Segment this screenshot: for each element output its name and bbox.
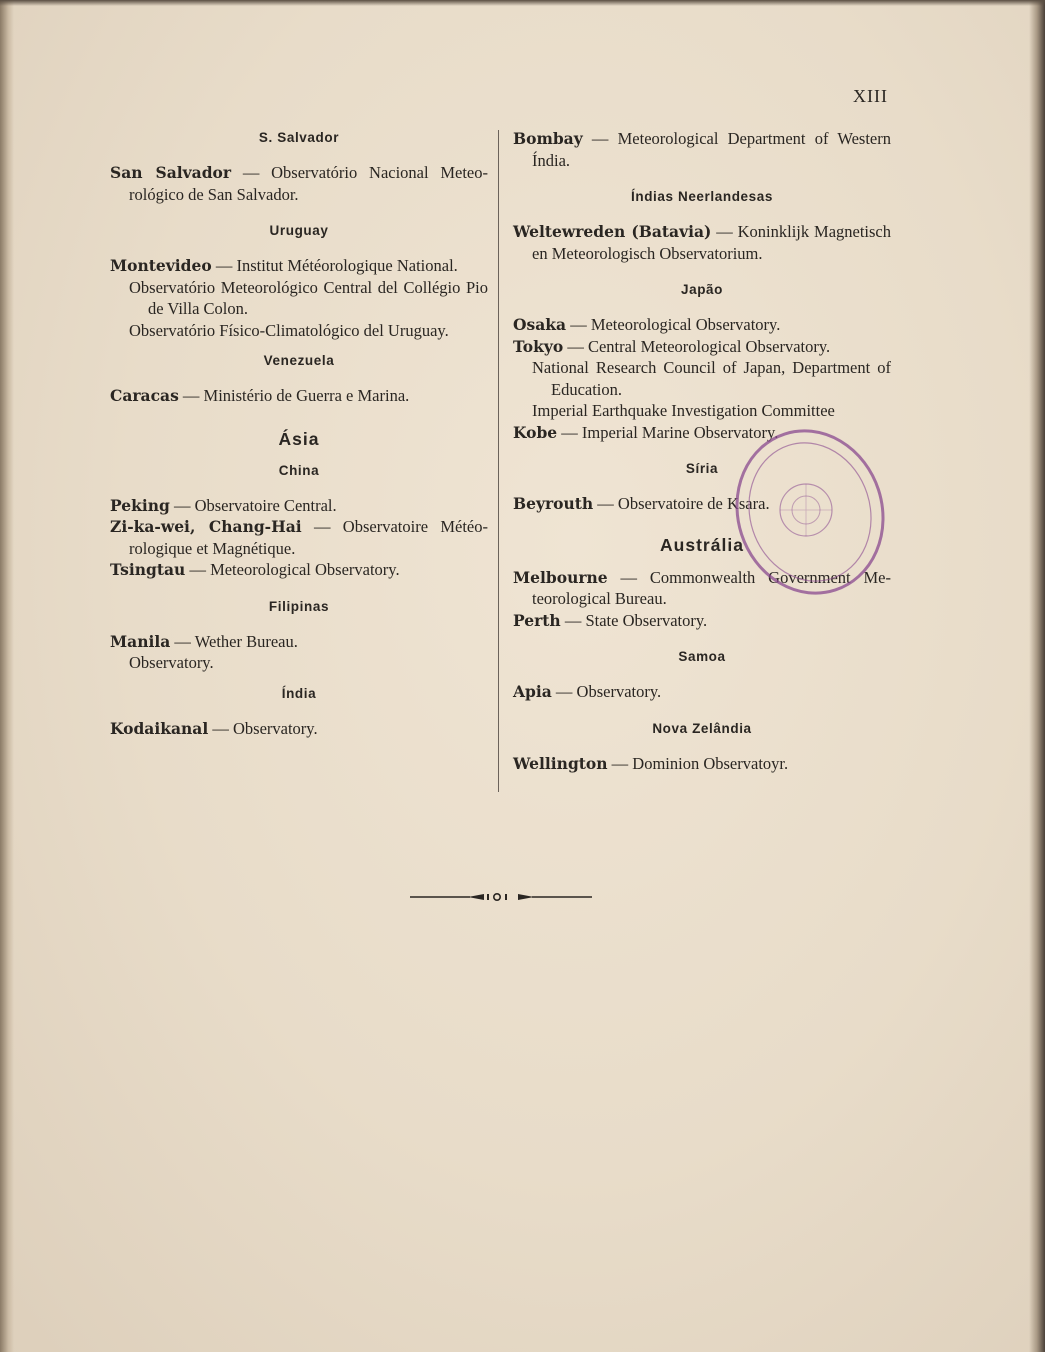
left-column [110,128,488,739]
binding-shadow [0,0,14,1352]
entry-montevideo: Montevideo — Institut Météorologique National. [110,256,458,275]
region-heading-asia: Ásia [278,428,320,449]
entry-wellington: Wellington — Dominion Observatoyr. [513,753,789,773]
entry-perth: Perth — State Observatory. [513,610,708,630]
section-heading-japao: Japão [680,282,724,297]
page-edge-shadow [1029,0,1045,1352]
entry-caracas: Caracas — Ministério de Guerra e Marina. [110,386,410,405]
entry-bombay: Bombay — Meteorological Department of Western Índia. [513,129,891,170]
entry-manila: Manila — Wether Bureau. [110,631,298,651]
section-heading-samoa: Samoa [678,649,726,664]
entry-kobe: Kobe — Imperial Marine Observatory. [513,422,779,442]
ornament-rule [410,889,592,905]
section-heading-venezuela: Venezuela [263,353,335,368]
entry-apia: Apia — Observatory. [513,682,662,701]
entry-tokyo: Tokyo — Central Meteorological Observatory. [513,336,831,356]
section-heading-filipinas: Filipinas [268,598,330,614]
page-number: XIII [853,86,888,106]
entry-beyrouth: Beyrouth — Observatoire de Ksara. [513,494,770,513]
entry-peking: Peking — Observatoire Central. [110,495,337,515]
entry-montevideo-3: Observatório Físico-Climatológico del Uruguay. [129,320,449,340]
section-heading-nova-zelandia: Nova Zelândia [652,720,752,736]
entry-tokyo-3: Imperial Earthquake Investigation Committee [532,401,835,420]
entry-tokyo-2: National Research Council of Japan, Department of Education. [532,358,891,399]
entry-zi-ka-wei: Zi-ka-wei, Chang-Hai — Observatoire Météorologique et Magnétique. [110,517,488,558]
section-heading-siria: Síria [685,461,719,476]
entry-manila-2: Observatory. [129,653,214,672]
entry-san-salvador: San Salvador — Observatório Nacional Meteorológico de San Salvador. [110,163,489,204]
entry-osaka: Osaka — Meteorological Observatory. [513,315,781,334]
section-heading-china: China [278,462,320,478]
entry-weltewreden: Weltewreden (Batavia) — Koninklijk Magnetisch en Meteorologisch Observatorium. [513,222,892,263]
section-heading-india: Índia [281,685,317,701]
entry-montevideo-2: Observatório Meteorológico Central del Collégio Pio de Villa Colon. [129,277,488,318]
section-heading-uruguay: Uruguay [269,223,329,238]
section-heading-s-salvador: S. Salvador [258,130,340,145]
section-heading-indias-neerlandesas: Índias Neerlandesas [631,189,773,204]
top-edge-shadow [0,0,1045,6]
entry-melbourne: Melbourne — Commonwealth Government Meteorological Bureau. [513,567,891,608]
entry-tsingtau: Tsingtau — Meteorological Observatory. [110,560,400,579]
right-column [513,128,891,774]
column-divider [498,130,499,792]
region-heading-australia: Austrália [660,534,744,555]
entry-kodaikanal: Kodaikanal — Observatory. [110,718,318,738]
